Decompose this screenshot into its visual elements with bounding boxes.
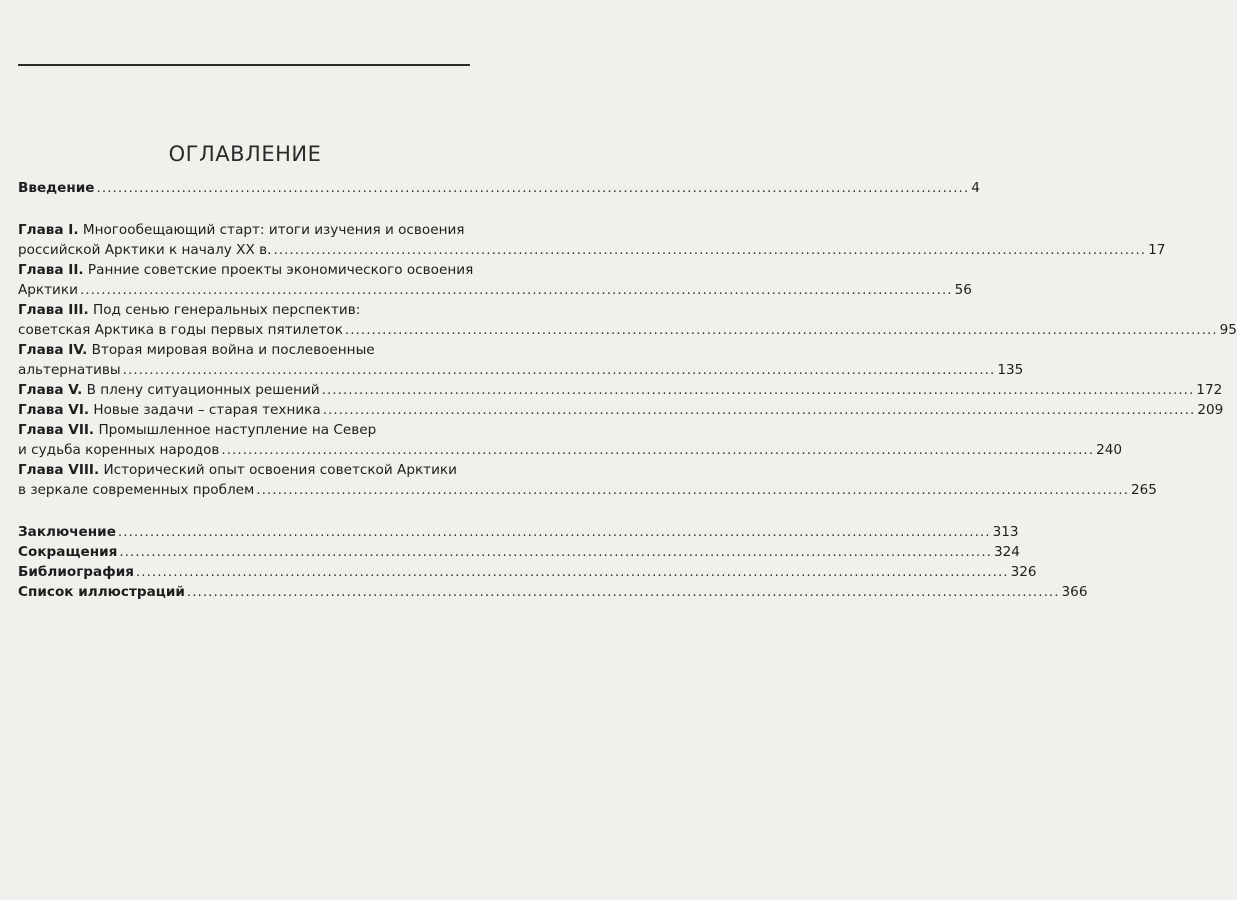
chapter-title-line1: Промышленное наступление на Север <box>98 422 377 438</box>
chapter-number: Глава VI. <box>18 402 90 418</box>
top-rule <box>18 64 470 66</box>
toc-entry-label: Заключение <box>18 524 116 540</box>
chapter-title-line2: российской Арктики к началу XX в. <box>18 242 272 258</box>
chapter-number: Глава I. <box>18 222 79 238</box>
toc-entry-ch1[interactable] <box>18 220 1166 260</box>
toc-page-number: 324 <box>994 544 1020 560</box>
toc-entry-label: Список иллюстраций <box>18 584 185 600</box>
page-title: ОГЛАВЛЕНИЕ <box>168 142 322 166</box>
chapter-number: Глава V. <box>18 382 83 398</box>
toc-entry-abbreviations[interactable] <box>18 542 1020 562</box>
toc-page-number: 265 <box>1130 482 1157 498</box>
leader-dots: .................................................................................................................................................................... <box>117 524 991 540</box>
chapter-number: Глава III. <box>18 302 89 318</box>
chapter-number: Глава VIII. <box>18 462 100 478</box>
toc-entry-label: Введение <box>18 180 95 196</box>
toc-entry-ch3[interactable] <box>18 300 1237 340</box>
chapter-title-line1: Ранние советские проекты экономического освоения <box>87 262 474 278</box>
toc-entry-ch6[interactable] <box>18 400 1224 420</box>
chapter-title-line1: Вторая мировая война и послевоенные <box>91 342 375 358</box>
toc-entry-ch4[interactable] <box>18 340 1024 380</box>
leader-dots: .................................................................................................................................................................... <box>96 180 970 196</box>
toc-page-number: 135 <box>997 362 1024 378</box>
chapter-number: Глава VII. <box>18 422 95 438</box>
chapter-title-line2: и судьба коренных народов <box>18 442 220 458</box>
toc-entry-ch8[interactable] <box>18 460 1157 500</box>
chapter-number: Глава II. <box>18 262 84 278</box>
toc-page-number: 326 <box>1010 564 1037 580</box>
leader-dots: .................................................................................................................................................................... <box>344 322 1218 338</box>
toc-entry-illustrations[interactable] <box>18 582 1088 602</box>
toc-entry-label: Библиография <box>18 564 134 580</box>
toc-entry-ch5[interactable] <box>18 380 1223 400</box>
leader-dots: .................................................................................................................................................................... <box>221 442 1095 458</box>
toc-page-number: 172 <box>1196 382 1223 398</box>
leader-dots: .................................................................................................................................................................... <box>135 564 1009 580</box>
toc-page-number: 4 <box>971 180 980 196</box>
toc-page-number: 56 <box>954 282 972 298</box>
leader-dots: .................................................................................................................................................................... <box>273 242 1147 258</box>
toc-entry-ch7[interactable] <box>18 420 1123 460</box>
leader-dots: .................................................................................................................................................................... <box>79 282 953 298</box>
chapter-title-line2: Арктики <box>18 282 78 298</box>
chapter-title-line1: В плену ситуационных решений <box>86 382 320 398</box>
leader-dots: .................................................................................................................................................................... <box>119 544 992 560</box>
toc-page-number: 313 <box>992 524 1019 540</box>
toc-entry-conclusion[interactable] <box>18 522 1019 542</box>
toc-entry-intro[interactable] <box>18 178 980 198</box>
toc-page-number: 366 <box>1061 584 1088 600</box>
chapter-title-line1: Под сенью генеральных перспектив: <box>92 302 361 318</box>
chapter-title-line1: Многообещающий старт: итоги изучения и освоения <box>82 222 465 238</box>
chapter-number: Глава IV. <box>18 342 88 358</box>
chapter-title-line2: советская Арктика в годы первых пятилеток <box>18 322 343 338</box>
chapter-title-line2: в зеркале современных проблем <box>18 482 255 498</box>
leader-dots: .................................................................................................................................................................... <box>122 362 996 378</box>
chapter-title-line1: Исторический опыт освоения советской Арктики <box>103 462 457 478</box>
toc-page-number: 17 <box>1148 242 1166 258</box>
toc-page-number: 95 <box>1219 322 1237 338</box>
chapter-title-line2: альтернативы <box>18 362 121 378</box>
toc-page-number: 240 <box>1096 442 1123 458</box>
leader-dots: .................................................................................................................................................................... <box>322 402 1196 418</box>
chapter-title-line1: Новые задачи – старая техника <box>93 402 321 418</box>
table-of-contents <box>18 178 1237 602</box>
toc-entry-bibliography[interactable] <box>18 562 1037 582</box>
leader-dots: .................................................................................................................................................................... <box>186 584 1060 600</box>
leader-dots: .................................................................................................................................................................... <box>321 382 1195 398</box>
toc-page-number: 209 <box>1197 402 1224 418</box>
toc-entry-label: Сокращения <box>18 544 118 560</box>
leader-dots: .................................................................................................................................................................... <box>256 482 1129 498</box>
toc-entry-ch2[interactable] <box>18 260 972 300</box>
